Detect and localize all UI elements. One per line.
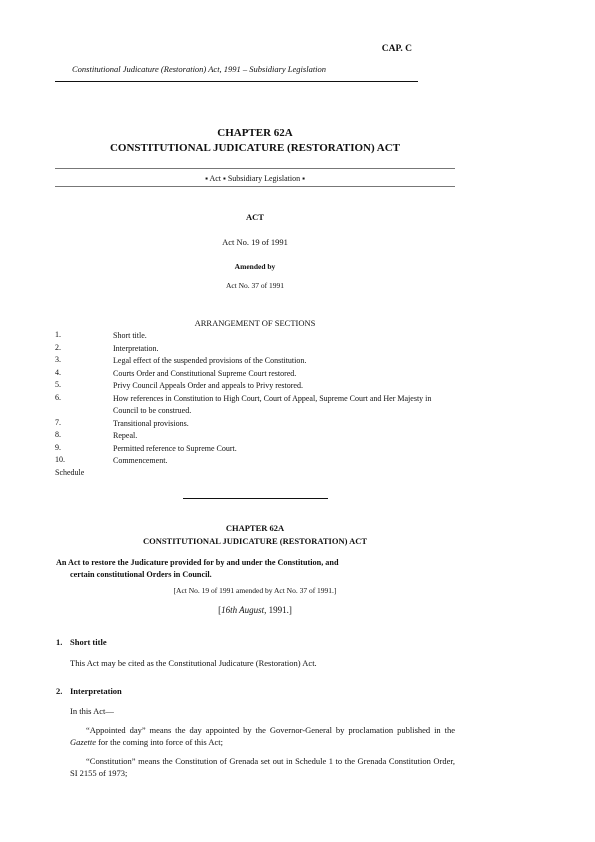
section-1-number: 1.	[56, 637, 63, 647]
definition-gazette: Gazette	[70, 737, 96, 747]
arrangement-item-title[interactable]: Privy Council Appeals Order and appeals to Privy restored.	[113, 381, 303, 390]
section-1-text: This Act may be cited as the Constitutional Judicature (Restoration) Act.	[70, 658, 317, 668]
arrangement-item-number: 10.	[55, 455, 65, 464]
arrangement-item-number: 7.	[55, 417, 61, 427]
arrangement-item-number: 5.	[55, 380, 61, 389]
act-heading: ACT	[246, 212, 264, 222]
long-title-line-2: certain constitutional Orders in Council.	[70, 570, 212, 579]
section-2-title: Interpretation	[70, 686, 122, 696]
section-1-title: Short title	[70, 637, 107, 647]
nav-rule-bottom	[55, 186, 455, 187]
definition-constitution: “Constitution” means the Constitution of Grenada set out in Schedule 1 to the Grenada Constitution Order, SI 2155 of 1973;	[70, 756, 455, 778]
arrangement-item-number: 9.	[55, 442, 61, 452]
definition-appointed-day-text-b: for the coming into force of this Act;	[95, 737, 223, 747]
nav-links[interactable]: ▪ Act ▪ Subsidiary Legislation ▪	[205, 174, 305, 183]
nav-rule-top	[55, 168, 455, 169]
section-divider	[183, 498, 328, 499]
arrangement-item-title[interactable]: Permitted reference to Supreme Court.	[113, 443, 237, 453]
arrangement-item-number: 1.	[55, 330, 61, 339]
section-2-heading	[56, 686, 122, 696]
arrangement-heading: ARRANGEMENT OF SECTIONS	[194, 318, 316, 328]
arrangement-item-title[interactable]: How references in Constitution to High Court, Court of Appeal, Supreme Court and Her Majesty in Council to be construed.	[113, 393, 432, 415]
amended-by: Act No. 37 of 1991	[225, 281, 285, 290]
amended-label: Amended by	[234, 262, 276, 271]
arrangement-item-title[interactable]: Commencement.	[113, 456, 168, 465]
arrangement-schedule[interactable]: Schedule	[55, 467, 85, 477]
arrangement-item-number: 4.	[55, 367, 61, 377]
section-2-number: 2.	[56, 686, 63, 696]
commencement-date	[0, 605, 510, 615]
arrangement-item-title[interactable]: Interpretation.	[113, 343, 159, 353]
arrangement-item-number: 8.	[55, 430, 61, 439]
definition-appointed-day	[70, 724, 455, 748]
long-title	[56, 557, 456, 581]
arrangement-item-title[interactable]: Legal effect of the suspended provisions of the Constitution.	[113, 356, 307, 365]
date-year: , 1991.]	[264, 605, 292, 615]
header-rule	[55, 81, 418, 82]
arrangement-item-number: 3.	[55, 355, 61, 364]
act-citation: [Act No. 19 of 1991 amended by Act No. 37 of 1991.]	[173, 586, 337, 595]
body-chapter-number: CHAPTER 62A	[225, 523, 285, 533]
section-2-intro: In this Act—	[70, 706, 114, 716]
running-header: Constitutional Judicature (Restoration) Act, 1991 – Subsidiary Legislation	[72, 64, 327, 74]
header-cap: CAP. C	[381, 44, 412, 54]
arrangement-item-number: 2.	[55, 342, 61, 352]
arrangement-item-title[interactable]: Courts Order and Constitutional Supreme Court restored.	[113, 368, 297, 378]
date-open-bracket: [	[218, 605, 222, 615]
act-number: Act No. 19 of 1991	[222, 237, 288, 247]
arrangement-item-title[interactable]: Transitional provisions.	[113, 418, 189, 428]
body-chapter-title: CONSTITUTIONAL JUDICATURE (RESTORATION) ACT	[142, 536, 368, 546]
chapter-title: CONSTITUTIONAL JUDICATURE (RESTORATION) ACT	[109, 142, 401, 154]
definition-appointed-day-text-a: “Appointed day” means the day appointed by the Governor-General by proclamation published in the	[86, 725, 455, 735]
arrangement-item-title[interactable]: Repeal.	[113, 431, 138, 440]
section-1-heading	[56, 637, 107, 647]
arrangement-item-number: 6.	[55, 392, 61, 402]
date-day-month: 16th August	[221, 605, 265, 615]
long-title-line-1: An Act to restore the Judicature provided for by and under the Constitution, and	[56, 558, 339, 567]
chapter-number: CHAPTER 62A	[217, 127, 293, 139]
arrangement-item-title[interactable]: Short title.	[113, 331, 147, 340]
